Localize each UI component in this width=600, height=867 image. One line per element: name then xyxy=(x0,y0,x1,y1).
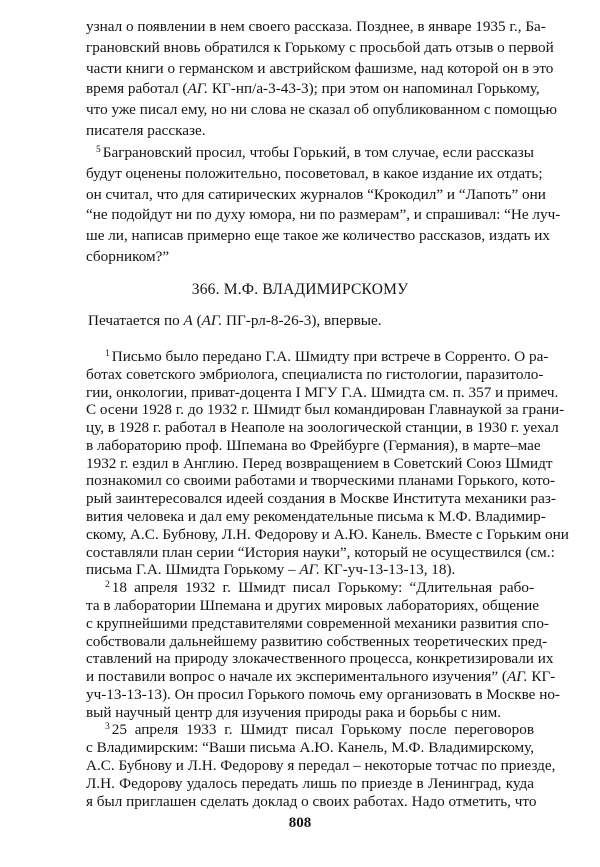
text-line: грановский вновь обратился к Горькому с просьбой дать отзыв о первой xyxy=(86,39,554,56)
text-line: цу, в 1928 г. работал в Неаполе на зоологической станции, в 1930 г. уехал xyxy=(86,419,559,436)
text-line: вития человека и дал ему рекомендательные письма к М.Ф. Владимир- xyxy=(86,508,546,525)
footnote-marker: 1 xyxy=(105,349,110,359)
text-line: та в лаборатории Шпемана и других мировых лабораториях, общение xyxy=(86,597,540,614)
footnote-3-first-line: $^3$ 25 апреля 1933 г. Шмидт писал Горькому после переговоров xyxy=(105,721,534,738)
text-line: и поставили вопрос о начале их экспериментального изучения” (АГ. КГ- xyxy=(86,668,556,685)
letter-heading: 366. М.Ф. ВЛАДИМИРСКОМУ xyxy=(191,281,409,298)
text-line: части книги о германском и австрийском фашизме, над которой он в это xyxy=(86,60,554,77)
text-line: с крупнейшими представителями современной механики развития спо- xyxy=(86,615,549,632)
footnote-marker: 5 xyxy=(96,145,101,155)
footnote-5-first-line: $^5$ Баграновский просил, чтобы Горький, в том случае, если рассказы xyxy=(96,144,534,161)
text-line: ботах советского эмбриолога, специалиста по гистологии, паразитоло- xyxy=(86,366,544,383)
text-line: С осени 1928 г. до 1932 г. Шмидт был командирован Главнаукой за грани- xyxy=(86,401,565,418)
text-line: он считал, что для сатирических журналов “Крокодил” и “Лапоть” они xyxy=(86,186,546,203)
text-line: А.С. Бубнову и Л.Н. Федорову я передал – некоторые тотчас по приезде, xyxy=(86,757,556,774)
text-line: я был приглашен сделать доклад о своих работах. Надо отметить, что xyxy=(86,793,537,810)
footnote-marker: 2 xyxy=(105,580,110,590)
text-line: ставлений на природу злокачественного процесса, конкретизировали их xyxy=(86,650,554,667)
text-line: узнал о появлении в нем своего рассказа. Позднее, в январе 1935 г., Ба- xyxy=(86,18,546,35)
text-line: с Владимирским: “Ваши письма А.Ю. Канель, М.Ф. Владимирскому, xyxy=(86,739,534,756)
publication-note: Печатается по А (АГ. ПГ-рл-8-26-3), впервые. xyxy=(88,312,382,329)
text-line: будут оценены положительно, посоветовал, в какое издание их отдать; xyxy=(86,165,543,182)
text-line: Л.Н. Федорову удалось передать лишь по приезде в Ленинград, куда xyxy=(86,775,534,792)
text-line: скому, А.С. Бубнову, Л.Н. Федорову и А.Ю. Канель. Вместе с Горьким они xyxy=(86,526,569,543)
text-line: письма Г.А. Шмидта Горькому – АГ. КГ-уч-13-13-13, 18). xyxy=(86,561,456,578)
text-line: время работал (АГ. КГ-нп/а-3-43-3); при этом он напоминал Горькому, xyxy=(86,80,540,97)
text-line: ше ли, написав примерно еще такое же количество рассказов, издать их xyxy=(86,227,550,244)
text-line: 1932 г. ездил в Англию. Перед возвращением в Советский Союз Шмидт xyxy=(86,455,553,472)
text-line: в лабораторию проф. Шпемана во Фрейбурге (Германия), в марте–мае xyxy=(86,437,541,454)
text-line: познакомил со своими работами и творческими планами Горького, кото- xyxy=(86,472,556,489)
text-line: сборником?” xyxy=(86,248,170,265)
text-line: “не подойдут ни по духу юмора, ни по размерам”, и спрашивал: “Не луч- xyxy=(86,206,561,223)
text-line: составляли план серии “История науки”, который не осуществился (см.: xyxy=(86,544,555,561)
text-line: что уже писал ему, но ни слова не сказал об опубликованном с помощью xyxy=(86,101,557,118)
page-number: 808 xyxy=(288,815,312,831)
text-line: собствовали дальнейшему развитию собственных теоретических пред- xyxy=(86,633,548,650)
footnote-2-first-line: $^2$ 18 апреля 1932 г. Шмидт писал Горькому: “Длительная рабо- xyxy=(105,579,534,596)
text-line: гии, онкологии, приват-доцента I МГУ Г.А. Шмидта см. п. 357 и примеч. xyxy=(86,384,559,401)
footnote-marker: 3 xyxy=(105,722,110,732)
text-line: вый научный центр для изучения природы рака и борьбы с ним. xyxy=(86,704,502,721)
text-line: писателя рассказе. xyxy=(86,122,206,139)
footnote-1-first-line: $^1$ Письмо было передано Г.А. Шмидту при встрече в Сорренто. О ра- xyxy=(105,348,549,365)
text-line: рый заинтересовался идеей создания в Москве Института механики раз- xyxy=(86,490,556,507)
text-line: уч-13-13-13). Он просил Горького помочь ему организовать в Москве но- xyxy=(86,686,560,703)
